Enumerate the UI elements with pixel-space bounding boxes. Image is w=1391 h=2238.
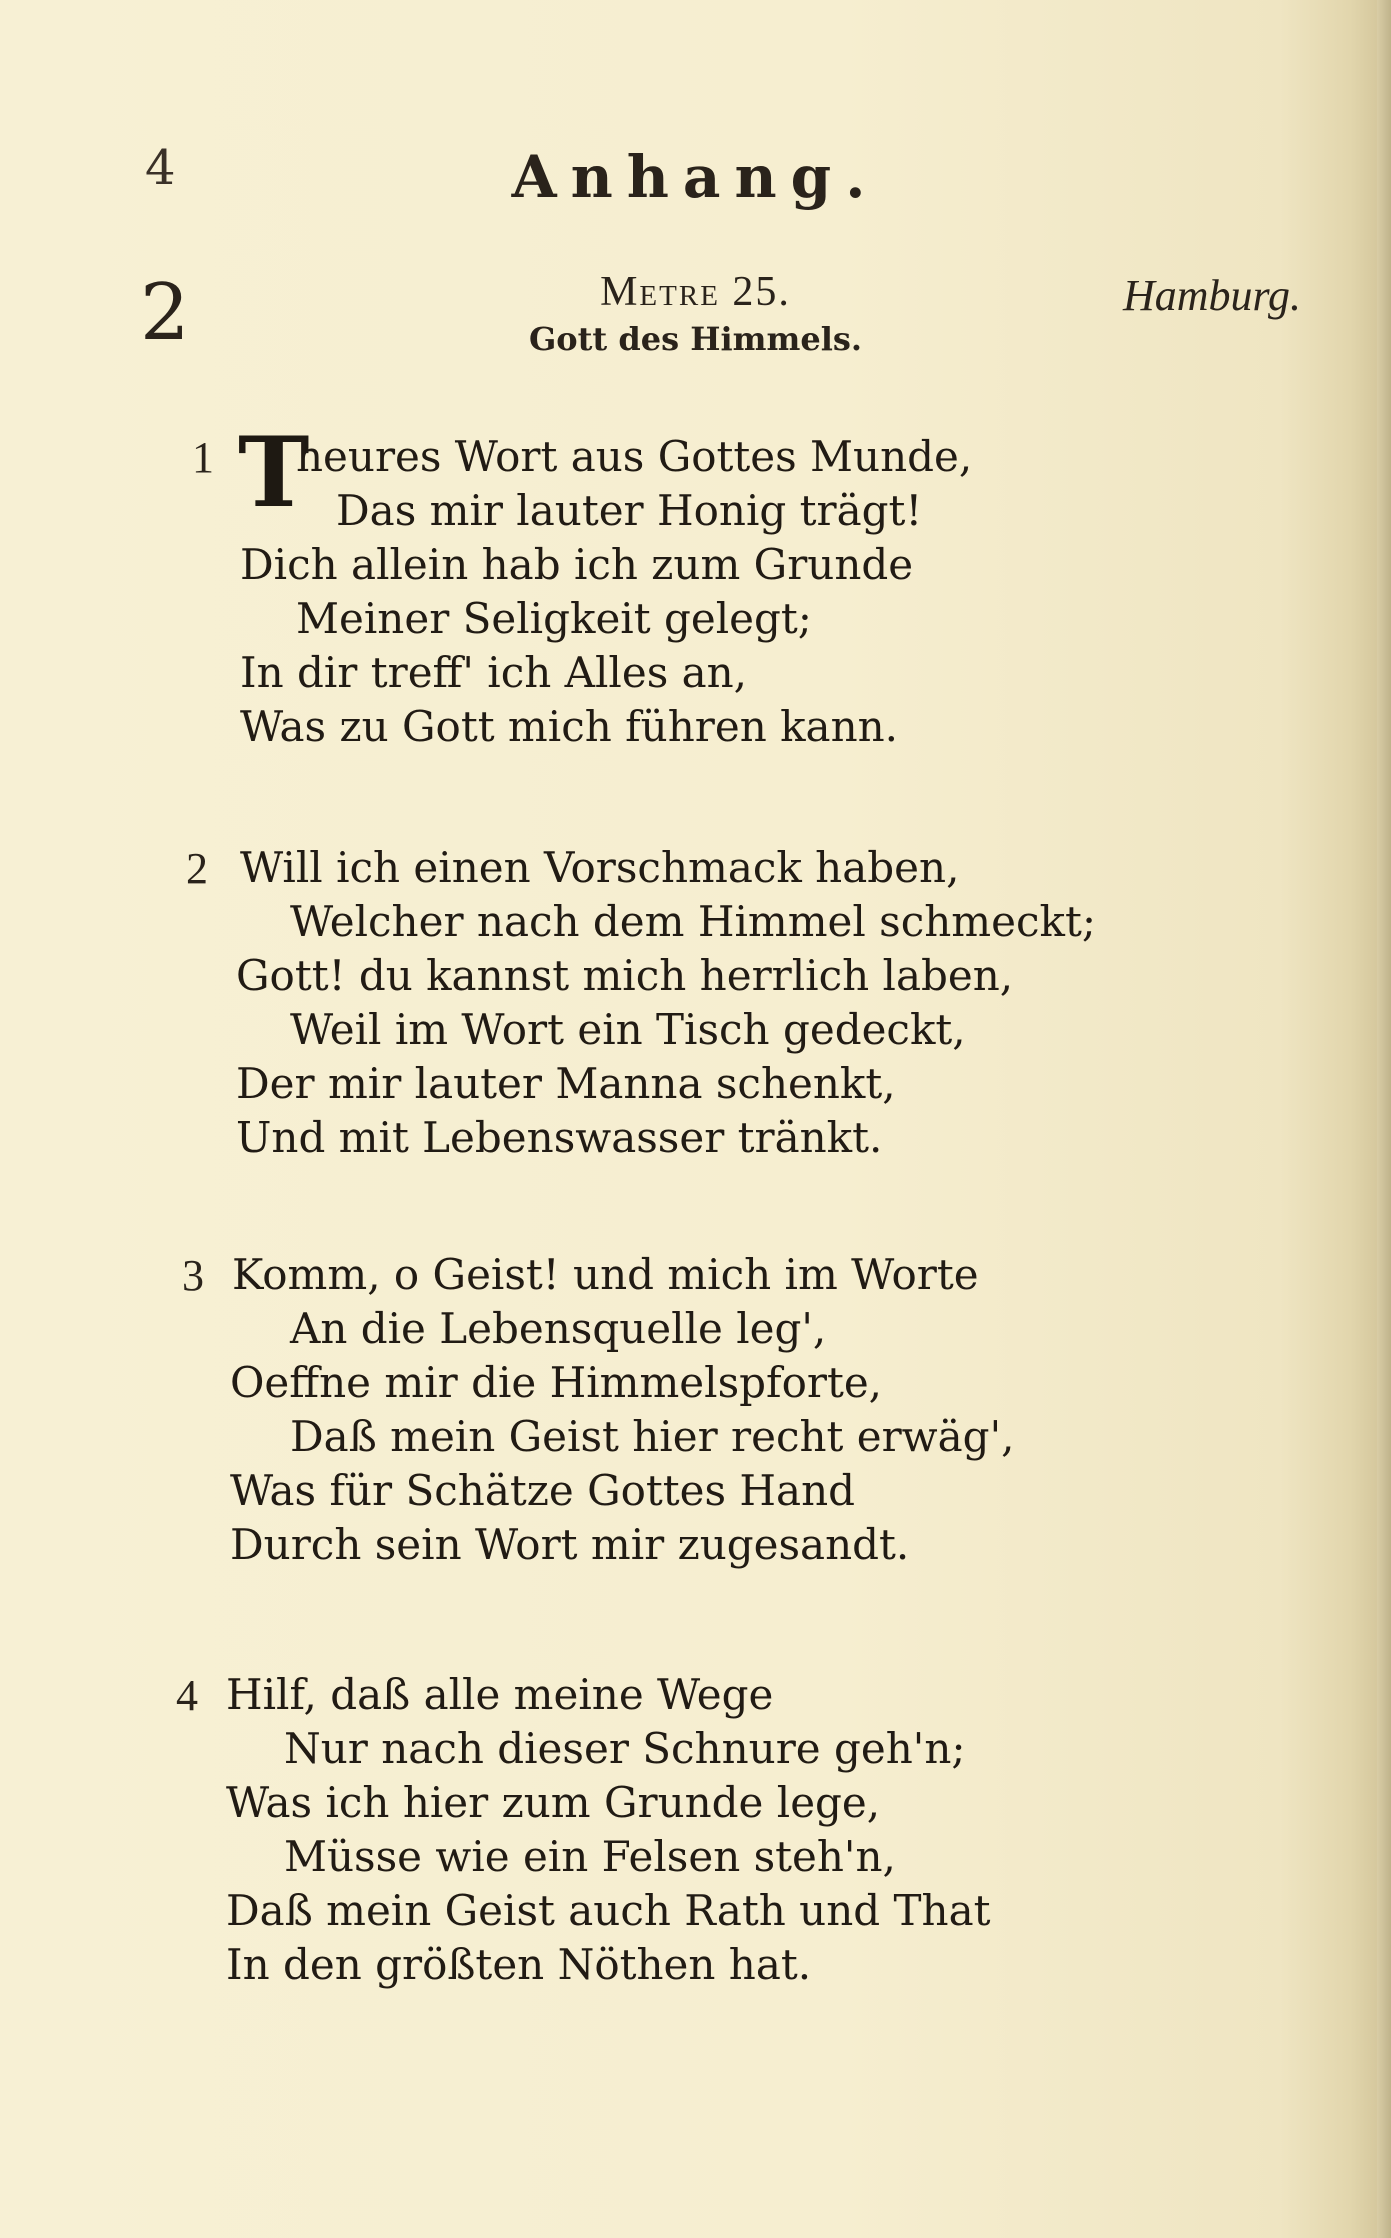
verse-line: Daß mein Geist hier recht erwäg',: [290, 1412, 1015, 1461]
drop-cap: T: [238, 416, 310, 529]
page-number: 4: [145, 140, 176, 196]
verse-line: heures Wort aus Gottes Munde,: [296, 432, 973, 481]
verse-line: Der mir lauter Manna schenkt,: [236, 1059, 896, 1108]
verse-number: 3: [182, 1251, 204, 1300]
verse-line: An die Lebensquelle leg',: [290, 1304, 827, 1353]
verse-line: Durch sein Wort mir zugesandt.: [230, 1520, 910, 1569]
verse-line: Will ich einen Vorschmack haben,: [240, 843, 960, 892]
verse-line: Müsse wie ein Felsen steh'n,: [284, 1832, 896, 1881]
verse-line: Hilf, daß alle meine Wege: [226, 1670, 774, 1719]
metre-label: Metre 25.: [600, 269, 791, 315]
verse-number: 1: [192, 433, 214, 482]
verse-line: Was ich hier zum Grunde lege,: [226, 1778, 881, 1827]
verse-line: Daß mein Geist auch Rath und That: [226, 1886, 991, 1935]
verse-line: Und mit Lebenswasser tränkt.: [236, 1113, 883, 1162]
verse-line: Dich allein hab ich zum Grunde: [240, 540, 914, 589]
verse-number: 2: [186, 844, 208, 893]
verse-line: Nur nach dieser Schnure geh'n;: [284, 1724, 966, 1773]
melody-name: Gott des Himmels.: [528, 320, 863, 358]
verse-line: Welcher nach dem Himmel schmeckt;: [290, 897, 1096, 946]
hymn-number: 2: [140, 268, 190, 358]
verse-number: 4: [176, 1671, 198, 1720]
verse-line: Komm, o Geist! und mich im Worte: [232, 1250, 979, 1299]
verse-line: Oeffne mir die Himmelspforte,: [230, 1358, 883, 1407]
tune-name: Hamburg.: [1122, 271, 1301, 320]
verse-line: In den größten Nöthen hat.: [226, 1940, 812, 1989]
verse-line: Was für Schätze Gottes Hand: [230, 1466, 856, 1515]
verse-line: Gott! du kannst mich herrlich laben,: [236, 951, 1014, 1000]
verse-line: Das mir lauter Honig trägt!: [336, 486, 923, 535]
verse-line: Meiner Seligkeit gelegt;: [296, 594, 812, 643]
page-title: Anhang.: [511, 143, 880, 211]
verse-line: Weil im Wort ein Tisch gedeckt,: [290, 1005, 966, 1054]
verse-line: In dir treff' ich Alles an,: [240, 648, 748, 697]
verse-line: Was zu Gott mich führen kann.: [240, 702, 899, 751]
